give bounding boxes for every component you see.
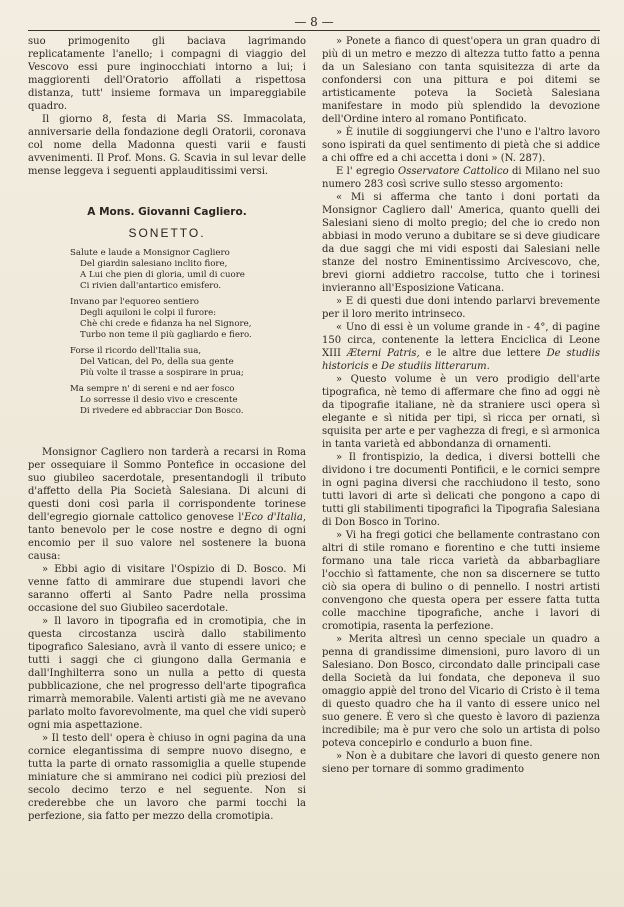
poem-line: Chè chi crede e fidanza ha nel Signore, — [80, 319, 252, 329]
text-run: di Milano nel suo numero 283 così scrive sullo stesso argomento: — [322, 166, 600, 190]
poem-stanza — [28, 248, 306, 292]
italic-title: De studiis historicis — [322, 348, 601, 372]
paragraph: suo primogenito gli baciava lagrimando replicatamente l'anello; i compagni di viaggio del Vescovo essi pure inginocchiati intorno a lui; i maggiorenti dell'Oratorio affollati a rispettosa distanza, tutt' insieme formava un impareggiabile quadro. — [28, 36, 306, 112]
italic-title: De studiis litterarum. — [381, 361, 490, 372]
two-column-body — [28, 35, 600, 823]
poem-line: Invano par l'equoreo sentiero — [70, 297, 199, 307]
poem-line: Lo sorresse il desio vivo e crescente — [80, 395, 238, 405]
paragraph: » Il frontispizio, la dedica, i diversi bottelli che dividono i tre documenti Pontificii, e le cornici sempre in ogni pagina diversi che racchiudono il testo, sono tutti lavori di arte sì delicati che pongono a capo di tutti gli stabilimenti tipografici la Tipografia Salesiana di Don Bosco in Torino. — [322, 452, 600, 528]
italic-title: Osservatore Cattolico — [398, 166, 509, 177]
left-column — [28, 35, 306, 823]
poem-title: SONETTO. — [128, 226, 206, 240]
paragraph: Il giorno 8, festa di Maria SS. Immacolata, anniversarie della fondazione degli Oratorii, coronava col nome della Madonna questi varii e fausti avvenimenti. Il Prof. Mons. G. Scavia in sul levar delle mense leggeva i seguenti applauditissimi versi. — [28, 114, 306, 177]
poem-line: Turbo non teme il più gagliardo e fiero. — [80, 330, 252, 340]
paragraph: » E di questi due doni intendo parlarvi brevemente per il loro merito intrinseco. — [322, 296, 600, 320]
paragraph: » Il testo dell' opera è chiuso in ogni pagina da una cornice elegantissima di sempre nuovo disegno, e tutta la parte di ornato rassomiglia a quelle stupende miniature che si ammirano nei codici più preziosi del secolo decimo terzo e nel seguente. Non si crederebbe che un lavoro che parmi tocchi la perfezione, sia fatto per mezzo della cromotipia. — [28, 733, 306, 822]
text-run: , tanto benevolo per le cose nostre e degno di ogni encomio per il suo valore nel sostenere la buona causa: — [28, 512, 306, 562]
poem-line: A Lui che pien di gloria, umil di cuore — [80, 270, 245, 280]
paragraph: » Ponete a fianco di quest'opera un gran quadro di più di un metro e mezzo di altezza tutto fatto a penna da un Salesiano con tanta squisitezza di arte da confondersi con una pittura e poi ditemi se artisticamente poteva la Società Salesiana manifestare in modo più splendido la devozione dell'Ordine intero al romano Pontificato. — [322, 36, 600, 125]
paragraph: « Mi si afferma che tanto i doni portati da Monsignor Cagliero dall' America, quanto quelli dei Salesiani sieno di molto pregio; del che io credo non abbiasi in modo veruno a dubitare se si deve giudicare da due saggi che mi vidi esposti dai Salesiani nelle stanze del nostro Eminentissimo Arcivescovo, che, brevi giorni addietro raccolse, tutto che i torinesi invieranno all'Esposizione Vaticana. — [322, 192, 600, 294]
paragraph: » È inutile di soggiungervi che l'uno e l'altro lavoro sono ispirati da quel sentimento di pietà che si addice a chi offre ed a chi accetta i doni » (N. 287). — [322, 127, 600, 164]
paragraph: » Il lavoro in tipografia ed in cromotipia, che in questa circostanza uscirà dallo stabilimento tipografico Salesiano, avrà il vanto di essere unico; e tutti i saggi che ci giungono dalla Germania e dall'Inghilterra sono un nulla a petto di questa pubblicazione, che nel progresso dell'arte tipografica rimarrà memorabile. Valenti artisti già me ne avevano parlato molto favorevolmente, ma quel che vidi superò ogni mia aspettazione. — [28, 616, 306, 731]
poem-line: Degli aquiloni le colpi il furore: — [80, 308, 217, 318]
text-run: E l' egregio — [336, 166, 399, 177]
text-run: Monsignor Cagliero non tarderà a recarsi in Roma per ossequiare il Sommo Pontefice in occasione del suo giubileo sacerdotale, presentandogli il tributo d'affetto della Pia Società Salesiana. Di alcuni di questi doni così parla il corrispondente torinese dell'egregio giornale cattolico genovese l' — [28, 447, 306, 523]
poem-line: Forse il ricordo dell'Italia sua, — [70, 346, 202, 356]
text-run: e le altre due lettere — [419, 348, 547, 359]
dedication-heading: A Mons. Giovanni Cagliero. — [87, 206, 247, 218]
poem-line: Ci rivien dall'antartico emisfero. — [80, 281, 222, 291]
poem-stanza — [28, 384, 306, 417]
italic-title: Eco d'Italia — [244, 512, 303, 523]
paragraph — [322, 165, 600, 191]
paragraph: » Ebbi agio di visitare l'Ospizio di D. Bosco. Mi venne fatto di ammirare due stupendi lavori che saranno offerti al Santo Padre nella prossima occasione del suo Giubileo sacerdotale. — [28, 564, 306, 614]
paragraph — [322, 321, 600, 373]
paragraph: » Vi ha fregi gotici che bellamente contrastano con altri di stile romano e fiorentino e che tutti insieme formano una tale ricca varietà da abbarbagliare l'occhio sì fattamente, che non sa discernere se tutto ciò sia opera di bulino o di pennello. I nostri artisti convengono che questa opera per essere fatta tutta colle macchine tipografiche, anche i lavori di cromotipia, rasenta la perfezione. — [322, 530, 600, 632]
poem-stanza — [28, 346, 306, 379]
poem-line: Del Vatican, del Po, della sua gente — [80, 357, 234, 367]
text-run: e — [368, 361, 381, 372]
poem-line: Salute e laude a Monsignor Cagliero — [70, 248, 230, 258]
poem-line: Più volte il trasse a sospirare in prua; — [80, 368, 244, 378]
page-number: — 8 — — [28, 14, 600, 31]
italic-title: Æterni Patris, — [346, 348, 420, 359]
paragraph: » Merita altresì un cenno speciale un quadro a penna di grandissime dimensioni, puro lavoro di un Salesiano. Don Bosco, circondato dalle principali case della Società da lui fondata, che deponeva il suo omaggio appiè del trono del Vicario di Cristo è il tema di questo quadro che ha il vanto di essere unico nel suo genere. È vero sì che questo è lavoro di pazienza incredibile; ma è pur vero che solo un artista di polso poteva concepirlo e condurlo a buon fine. — [322, 634, 600, 749]
paragraph: » Non è a dubitare che lavori di questo genere non sieno per tornare di sommo gradimento — [322, 751, 600, 775]
paragraph — [28, 446, 306, 563]
poem-line: Del giardin salesiano inclito fiore, — [80, 259, 228, 269]
poem-stanza — [28, 297, 306, 341]
poem-line: Di rivedere ed abbracciar Don Bosco. — [80, 406, 244, 416]
right-column — [322, 35, 600, 823]
poem-line: Ma sempre n' di sereni e nd aer fosco — [70, 384, 235, 394]
text-run: « Uno di essi è un volume grande in - 4°, di pagine 150 circa, contenente la lettera Enciclica di Leone XIII — [322, 322, 600, 359]
paragraph: » Questo volume è un vero prodigio dell'arte tipografica, nè temo di affermare che fino ad oggi nè da tipografie italiane, nè da straniere usci opera sì elegante e sì nitida per tipi, sì ricca per ornati, sì squisita per arte e per vaghezza di fregi, e sì armonica in tanta varietà ed abbondanza di ornamenti. — [322, 374, 600, 450]
